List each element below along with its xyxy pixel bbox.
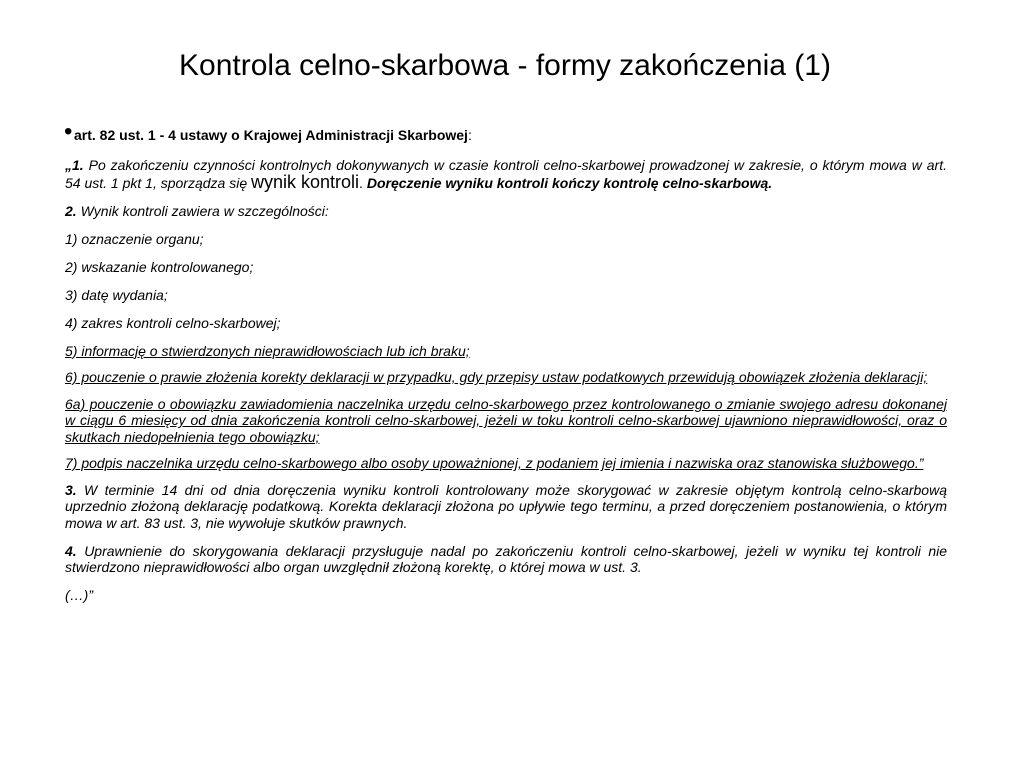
article-text bbox=[65, 157, 947, 604]
bullet-text: art. 82 ust. 1 - 4 ustawy o Krajowej Administracji Skarbowej bbox=[74, 127, 468, 143]
paragraph-1-quote: „ bbox=[65, 157, 72, 173]
bullet-marker: • bbox=[64, 118, 73, 145]
paragraph-3-text: W terminie 14 dni od dnia doręczenia wyniku kontroli kontrolowany może skorygować w zakresie objętym kontrolą celno-skarbową uprzednio złożoną deklarację podatkową. Korekta deklaracji złożona po upływie tego terminu, a przed doręczeniem postanowienia, o którym mowa w art. 83 ust. 3, nie wywołuje skutków prawnych. bbox=[65, 481, 947, 531]
paragraph-1-bold-tail: Doręczenie wyniku kontroli kończy kontrolę celno-skarbową. bbox=[362, 174, 773, 191]
paragraph-2-number: 2. bbox=[65, 202, 77, 219]
ellipsis: (…)” bbox=[65, 587, 93, 603]
paragraph-3-number: 3. bbox=[65, 481, 77, 498]
paragraph-1 bbox=[65, 157, 947, 191]
paragraph-2 bbox=[65, 203, 947, 220]
list-item-6a: 6a) pouczenie o obowiązku zawiadomienia naczelnika urzędu celno-skarbowego przez kontrolowanego o zmianie swojego adresu dokonanej w ciągu 6 miesięcy od dnia zakończenia kontroli celno-skarbowej, jeżeli w toku kontroli celno-skarbowej ujawniono nieprawidłowości, oraz o skutkach niedopełnienia tego obowiązku; bbox=[65, 395, 947, 445]
list-item-4: 4) zakres kontroli celno-skarbowej; bbox=[65, 314, 281, 331]
paragraph-4-number: 4. bbox=[65, 542, 77, 559]
slide-title: Kontrola celno-skarbowa - formy zakończenia (1) bbox=[179, 49, 831, 82]
bullet-line bbox=[64, 118, 472, 145]
list-item-6: 6) pouczenie o prawie złożenia korekty deklaracji w przypadku, gdy przepisy ustaw podatkowych przewidują obowiązek złożenia deklaracji; bbox=[65, 369, 928, 385]
list-item-7: 7) podpis naczelnika urzędu celno-skarbowego albo osoby upoważnionej, z podaniem jej imienia i nazwiska oraz stanowiska służbowego.” bbox=[65, 455, 924, 471]
paragraph-4-text: Uprawnienie do skorygowania deklaracji przysługuje nadal po zakończeniu kontroli celno-skarbowej, jeżeli w wyniku tej kontroli nie stwierdzono nieprawidłowości albo organ uwzględnił złożoną korektę, o której mowa w ust. 3. bbox=[65, 542, 947, 575]
list-item-3: 3) datę wydania; bbox=[65, 286, 168, 303]
paragraph-1-dot: . bbox=[359, 174, 363, 191]
paragraph-2-text: Wynik kontroli zawiera w szczególności: bbox=[76, 202, 329, 219]
paragraph-1-text: Po zakończeniu czynności kontrolnych dokonywanych w czasie kontroli celno-skarbowej prowadzonej w zakresie, o którym mowa w art. 54 ust. 1 pkt 1, sporządza się bbox=[65, 157, 947, 191]
paragraph-3 bbox=[65, 482, 947, 532]
paragraph-4 bbox=[65, 543, 947, 576]
paragraph-1-number: 1. bbox=[72, 157, 84, 173]
list-item-5: 5) informację o stwierdzonych nieprawidłowościach lub ich braku; bbox=[65, 342, 470, 359]
list-item-1: 1) oznaczenie organu; bbox=[65, 230, 204, 247]
bullet-suffix: : bbox=[467, 127, 472, 143]
list-item-2: 2) wskazanie kontrolowanego; bbox=[65, 258, 254, 275]
paragraph-1-emphasis: wynik kontroli bbox=[251, 171, 360, 192]
